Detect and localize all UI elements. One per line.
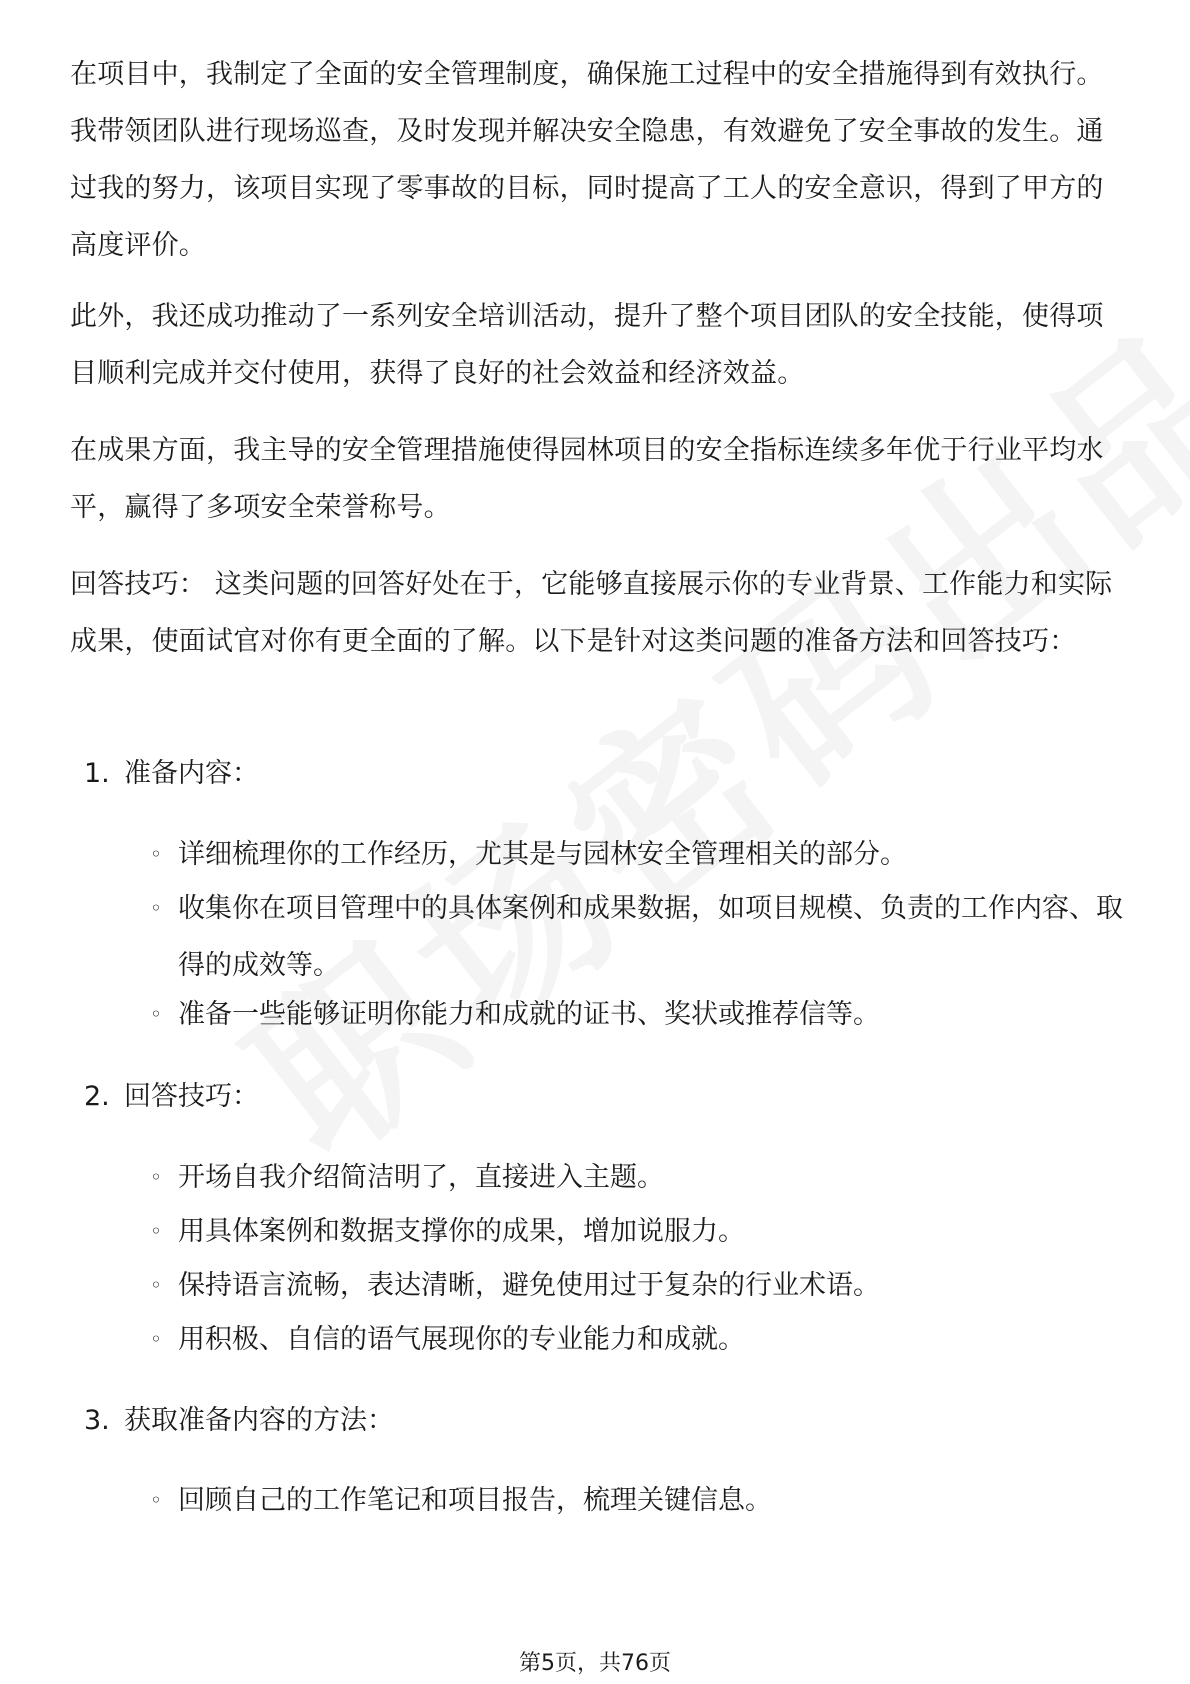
page-footer: 第5页，共76页 [519, 1651, 671, 1676]
list-item [150, 986, 1138, 1043]
paragraph-results: 在成果方面，我主导的安全管理措施使得园林项目的安全指标连续多年优于行业平均水平，赢得了多项安全荣誉称号。 [70, 435, 1104, 523]
bullet-icon: ◦ [150, 1273, 162, 1297]
list-item-text: 收集你在项目管理中的具体案例和成果数据，如项目规模、负责的工作内容、取得的成效等。 [178, 893, 1123, 981]
list-item-text: 准备一些能够证明你能力和成就的证书、奖状或推荐信等。 [178, 999, 880, 1030]
section-title: 获取准备内容的方法： [124, 1405, 394, 1436]
section-number: 1. [84, 758, 110, 789]
paragraph-training: 此外，我还成功推动了一系列安全培训活动，提升了整个项目团队的安全技能，使得项目顺利完成并交付使用，获得了良好的社会效益和经济效益。 [70, 301, 1104, 389]
section-number: 2. [84, 1081, 110, 1112]
list-item-text: 用具体案例和数据支撑你的成果，增加说服力。 [178, 1216, 745, 1247]
bullet-icon: ◦ [150, 1219, 162, 1243]
list-item [150, 1311, 1138, 1368]
paragraph-project-safety: 在项目中，我制定了全面的安全管理制度，确保施工过程中的安全措施得到有效执行。我带领团队进行现场巡查，及时发现并解决安全隐患，有效避免了安全事故的发生。通过我的努力，该项目实现了零事故的目标，同时提高了工人的安全意识，得到了甲方的高度评价。 [70, 59, 1104, 261]
bullet-icon: ◦ [150, 1002, 162, 1026]
bullet-icon: ◦ [150, 1327, 162, 1351]
list-item-text: 开场自我介绍简洁明了，直接进入主题。 [178, 1162, 664, 1193]
list-item [150, 1149, 1138, 1206]
bullet-icon: ◦ [150, 1165, 162, 1189]
section-title: 回答技巧： [124, 1081, 259, 1112]
list-item-text: 保持语言流畅，表达清晰，避免使用过于复杂的行业术语。 [178, 1270, 880, 1301]
list-item [150, 1203, 1138, 1260]
bullet-icon: ◦ [150, 842, 162, 866]
section-heading-prepare-content [84, 745, 259, 802]
list-item-text: 用积极、自信的语气展现你的专业能力和成就。 [178, 1324, 745, 1355]
list-item [150, 1257, 1138, 1314]
bullet-icon: ◦ [150, 896, 162, 920]
list-item [150, 1472, 1138, 1529]
section-heading-methods [84, 1392, 394, 1449]
list-item-text: 详细梳理你的工作经历，尤其是与园林安全管理相关的部分。 [178, 839, 907, 870]
paragraph-answer-tips: 回答技巧： 这类问题的回答好处在于，它能够直接展示你的专业背景、工作能力和实际成果，使面试官对你有更全面的了解。以下是针对这类问题的准备方法和回答技巧： [70, 569, 1113, 657]
bullet-icon: ◦ [150, 1488, 162, 1512]
section-number: 3. [84, 1405, 110, 1436]
section-heading-answer-tips [84, 1068, 259, 1125]
list-item [150, 880, 1138, 994]
list-item [150, 826, 1138, 883]
section-title: 准备内容： [124, 758, 259, 789]
list-item-text: 回顾自己的工作笔记和项目报告，梳理关键信息。 [178, 1485, 772, 1516]
